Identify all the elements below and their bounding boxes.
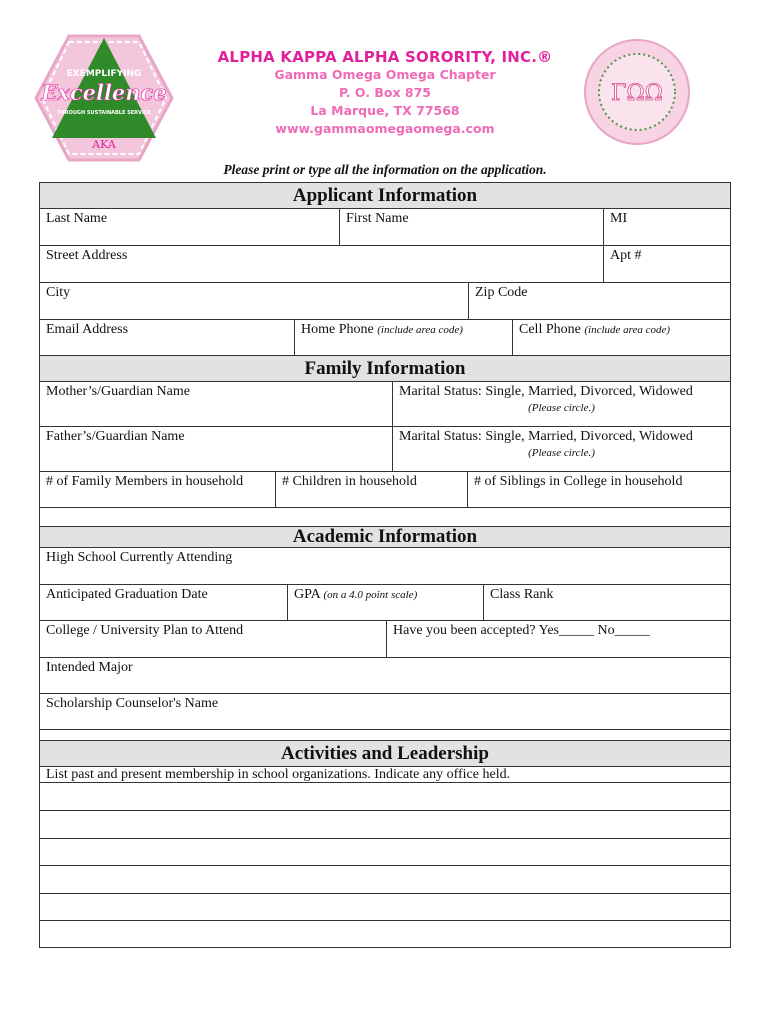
logo-line1: EXEMPLIFYING [66,69,142,79]
cell-phone-field[interactable] [513,320,730,355]
website-link[interactable]: www.gammaomegaomega.com [275,121,495,136]
activity-line-5[interactable] [40,894,730,921]
accepted-field[interactable]: Have you been accepted? Yes_____ No_____ [393,623,650,638]
application-form [39,182,731,948]
cell-phone-label: Cell Phone [519,322,581,337]
chapter-seal [583,38,691,146]
college-field[interactable]: College / University Plan to Attend [40,621,387,657]
apt-field[interactable]: Apt # [610,248,642,263]
activity-line-2[interactable] [40,811,730,839]
mi-field[interactable]: MI [610,211,628,226]
mother-name-field[interactable]: Mother’s/Guardian Name [40,382,393,426]
street-address-field[interactable]: Street Address [40,246,604,282]
section-spacer [40,730,730,740]
academic-section-title: Academic Information [40,527,730,548]
high-school-field[interactable]: High School Currently Attending [46,550,233,565]
city-row [40,283,730,320]
city-field[interactable]: City [40,283,469,319]
college-row [40,621,730,658]
home-phone-hint: (include area code) [377,324,463,336]
seal-greek-letters: ΓΩΩ [611,81,663,106]
activity-line-3[interactable] [40,839,730,866]
high-school-row [40,548,730,585]
home-phone-label: Home Phone [301,322,374,337]
activities-instruction-row [40,767,730,783]
city-state: La Marque, TX 77568 [310,103,460,118]
marital-status-label: Marital Status: Single, Married, Divorced, Widowed [399,384,693,399]
letterhead [200,48,570,138]
last-name-field[interactable]: Last Name [40,209,340,245]
graduation-row [40,585,730,621]
activity-line-6[interactable] [40,921,730,947]
activities-section-title: Activities and Leadership [40,740,730,767]
activity-line-1[interactable] [40,783,730,811]
address-row [40,246,730,283]
counselor-name-field[interactable]: Scholarship Counselor's Name [46,696,219,711]
cell-phone-hint: (include area code) [584,324,671,336]
major-row [40,658,730,694]
family-section-title: Family Information [40,356,730,382]
father-row [40,427,730,472]
section-spacer [40,508,730,527]
gpa-field[interactable] [288,585,484,620]
mother-row [40,382,730,427]
applicant-section-title: Applicant Information [40,183,730,209]
gpa-label: GPA [294,587,320,602]
name-row [40,209,730,246]
activity-line-4[interactable] [40,866,730,894]
mother-marital-status[interactable] [393,382,730,426]
counselor-row [40,694,730,730]
family-members-field[interactable]: # of Family Members in household [40,472,276,507]
contact-row [40,320,730,356]
home-phone-field[interactable] [295,320,513,355]
father-name-field[interactable]: Father’s/Guardian Name [40,427,393,471]
chapter-name: Gamma Omega Omega Chapter [274,67,496,82]
logo-line2: Excellence [41,80,167,105]
exemplifying-excellence-logo [34,34,174,162]
children-field[interactable]: # Children in household [276,472,468,507]
please-circle-note: (Please circle.) [528,402,595,414]
logo-line4: AKA [92,138,116,151]
po-box: P. O. Box 875 [338,85,432,100]
please-circle-note: (Please circle.) [528,447,595,459]
siblings-field[interactable]: # of Siblings in College in household [474,474,683,489]
father-marital-status[interactable] [393,427,730,471]
class-rank-field[interactable]: Class Rank [490,587,554,602]
first-name-field[interactable]: First Name [340,209,604,245]
form-instructions: Please print or type all the information on the application. [223,162,547,177]
org-name: ALPHA KAPPA ALPHA SORORITY, INC.® [217,48,553,66]
household-row [40,472,730,508]
email-field[interactable]: Email Address [40,320,295,355]
gpa-hint: (on a 4.0 point scale) [323,589,418,601]
activities-instruction: List past and present membership in school organizations. Indicate any office held. [46,767,511,782]
logo-line3: THROUGH SUSTAINABLE SERVICE [57,110,151,116]
graduation-date-field[interactable]: Anticipated Graduation Date [40,585,288,620]
intended-major-field[interactable]: Intended Major [46,660,133,675]
marital-status-label: Marital Status: Single, Married, Divorced, Widowed [399,429,693,444]
zip-code-field[interactable]: Zip Code [475,285,528,300]
